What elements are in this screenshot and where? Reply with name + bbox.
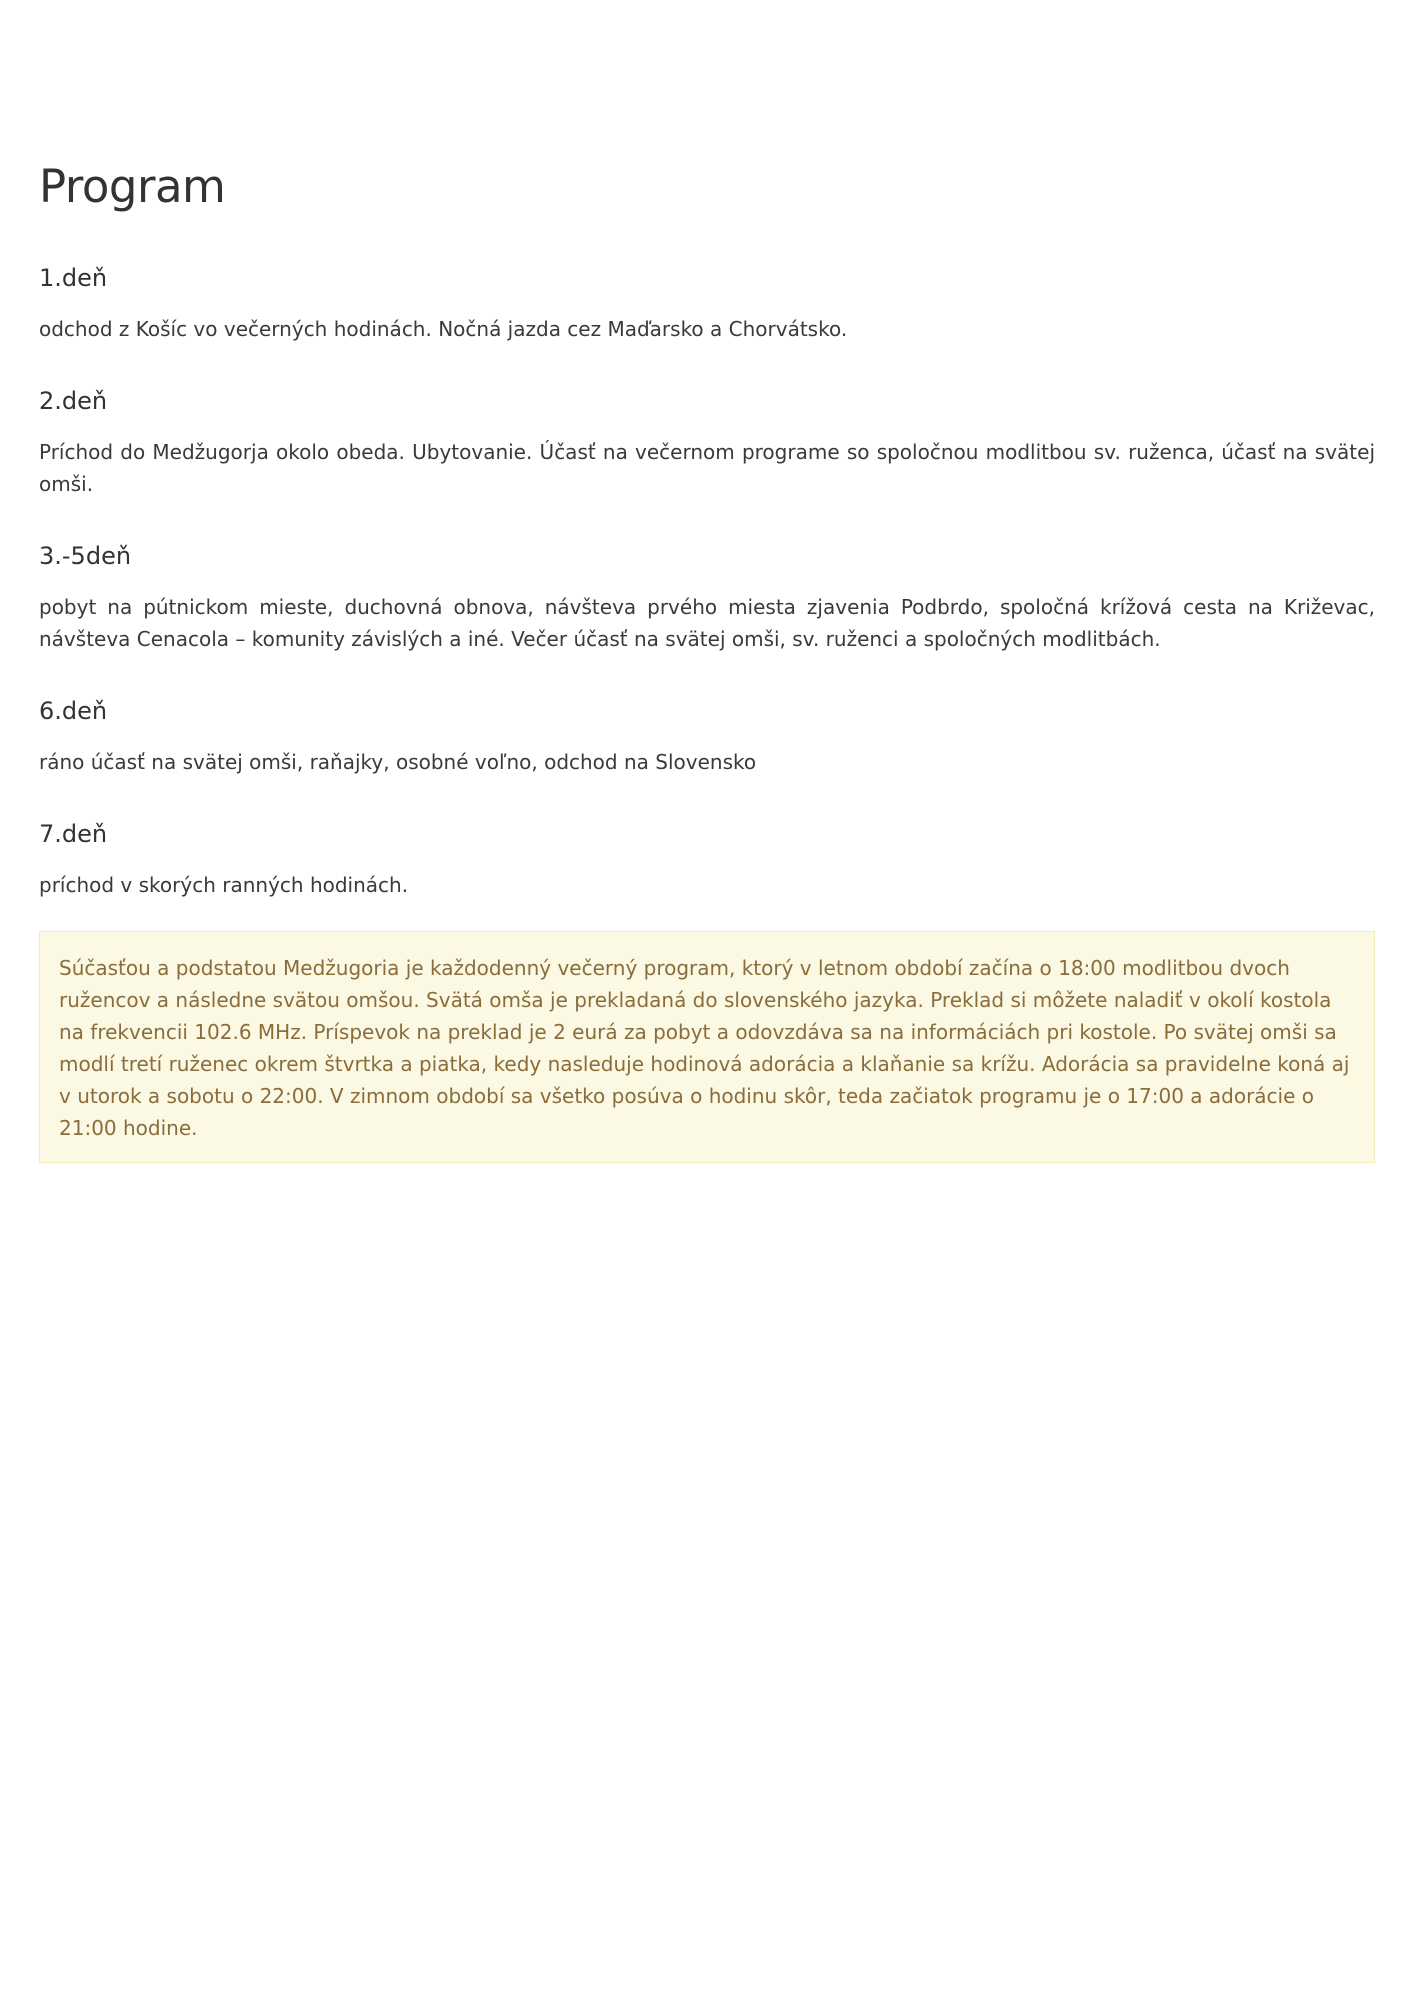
day-description: odchod z Košíc vo večerných hodinách. Nočná jazda cez Maďarsko a Chorvátsko.	[39, 317, 848, 341]
day-section-7	[39, 818, 1375, 901]
day-description: príchod v skorých ranných hodinách.	[39, 873, 409, 897]
day-section-1	[39, 262, 1375, 345]
info-notice-box	[39, 931, 1375, 1163]
day-section-2	[39, 385, 1375, 500]
day-description: ráno účasť na svätej omši, raňajky, osobné voľno, odchod na Slovensko	[39, 750, 757, 774]
info-notice-text: Súčasťou a podstatou Medžugoria je každodenný večerný program, ktorý v letnom období začína o 18:00 modlitbou dvoch ružencov a následne svätou omšou. Svätá omša je prekladaná do slovenského jazyka. Preklad si môžete naladiť v okolí kostola na frekvencii 102.6 MHz. Príspevok na preklad je 2 eurá za pobyt a odovzdáva sa na informáciách pri kostole. Po svätej omši sa modlí tretí ruženec okrem štvrtka a piatka, kedy nasleduje hodinová adorácia a klaňanie sa krížu. Adorácia sa pravidelne koná aj v utorok a sobotu o 22:00. V zimnom období sa všetko posúva o hodinu skôr, teda začiatok programu je o 17:00 a adorácie o 21:00 hodine.	[59, 956, 1350, 1140]
day-description: pobyt na pútnickom mieste, duchovná obnova, návšteva prvého miesta zjavenia Podbrdo, spoločná krížová cesta na Križevac, návšteva Cenacola – komunity závislých a iné. Večer účasť na svätej omši, sv. ruženci a spoločných modlitbách.	[39, 595, 1375, 651]
day-description: Príchod do Medžugorja okolo obeda. Ubytovanie. Účasť na večernom programe so spoločnou modlitbou sv. ruženca, účasť na svätej omši.	[39, 440, 1375, 496]
day-heading: 6.deň	[39, 697, 108, 725]
day-heading: 7.deň	[39, 820, 108, 848]
day-section-6	[39, 695, 1375, 778]
day-heading: 1.deň	[39, 264, 108, 292]
day-heading: 3.-5deň	[39, 542, 132, 570]
day-section-3-5	[39, 540, 1375, 655]
program-content	[39, 160, 1375, 1163]
page-title: Program	[39, 160, 226, 213]
day-heading: 2.deň	[39, 387, 108, 415]
